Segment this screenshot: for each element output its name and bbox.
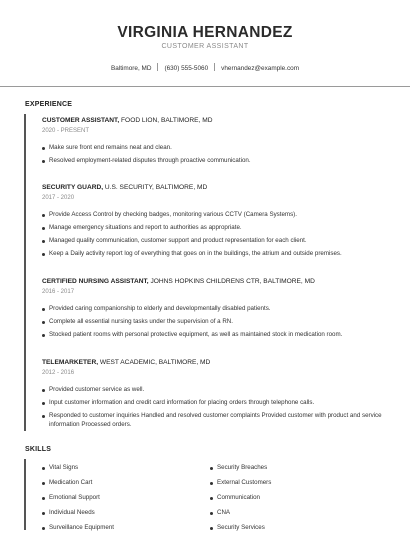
job-heading xyxy=(42,277,387,286)
skill-item: Security Breaches xyxy=(210,464,360,473)
list-item: Make sure front end remains neat and clean. xyxy=(42,144,387,153)
skills-bar xyxy=(24,459,26,530)
job-entry xyxy=(42,183,387,259)
list-item: Responded to customer inquiries Handled and resolved customer complaints Provided customer with product and service information Processed orders. xyxy=(42,412,387,429)
job-dates: 2017 - 2020 xyxy=(42,195,75,201)
skills-list xyxy=(210,464,360,533)
job-title-heading: CUSTOMER ASSISTANT xyxy=(161,43,249,50)
job-org: U.S. SECURITY, BALTIMORE, MD xyxy=(104,184,208,191)
list-item: Provide Access Control by checking badges, monitoring various CCTV (Camera Systems). xyxy=(42,211,387,220)
skill-item: Individual Needs xyxy=(42,509,192,518)
job-heading xyxy=(42,183,387,192)
contact-divider xyxy=(214,63,215,71)
skill-item: External Customers xyxy=(210,479,360,488)
skill-item: CNA xyxy=(210,509,360,518)
skill-item: Communication xyxy=(210,494,360,503)
list-item: Provided customer service as well. xyxy=(42,386,387,395)
experience-heading: EXPERIENCE xyxy=(25,101,73,108)
job-org: WEST ACADEMIC, BALTIMORE, MD xyxy=(99,359,211,366)
skills-column-right xyxy=(210,464,360,539)
list-item: Keep a Daily activity report log of everything that goes on in the buildings, the atrium and outside premises. xyxy=(42,250,387,259)
contact-divider xyxy=(157,63,158,71)
list-item: Managed quality communication, customer support and product representation for each client. xyxy=(42,237,387,246)
list-item: Input customer information and credit card information for placing orders through telephone calls. xyxy=(42,399,387,408)
job-dates: 2012 - 2016 xyxy=(42,370,75,376)
job-role: CERTIFIED NURSING ASSISTANT, xyxy=(42,278,149,285)
skill-item: Emotional Support xyxy=(42,494,192,503)
job-role: TELEMARKETER, xyxy=(42,359,99,366)
skill-item: Vital Signs xyxy=(42,464,192,473)
job-entry xyxy=(42,358,387,429)
contact-email[interactable]: vhernandez@example.com xyxy=(221,65,300,72)
job-bullets xyxy=(42,305,387,340)
job-dates: 2016 - 2017 xyxy=(42,289,75,295)
contact-location: Baltimore, MD xyxy=(110,65,152,72)
job-entry xyxy=(42,116,387,166)
job-org: FOOD LION, BALTIMORE, MD xyxy=(121,117,213,124)
list-item: Complete all essential nursing tasks under the supervision of a RN. xyxy=(42,318,387,327)
list-item: Manage emergency situations and report to authorities as appropriate. xyxy=(42,224,387,233)
job-entry xyxy=(42,277,387,340)
job-role: SECURITY GUARD, xyxy=(42,184,104,191)
experience-bar xyxy=(24,114,26,431)
list-item: Resolved employment-related disputes through proactive communication. xyxy=(42,157,387,166)
job-org: JOHNS HOPKINS CHILDRENS CTR, BALTIMORE, MD xyxy=(150,278,315,285)
job-bullets xyxy=(42,386,387,429)
candidate-name: VIRGINIA HERNANDEZ xyxy=(117,24,293,41)
list-item: Provided caring companionship to elderly and developmentally disabled patients. xyxy=(42,305,387,314)
skill-item: Surveillance Equipment xyxy=(42,524,192,533)
skills-list xyxy=(42,464,192,533)
skills-column-left xyxy=(42,464,192,539)
skill-item: Medication Cart xyxy=(42,479,192,488)
contact-phone: (630) 555-5060 xyxy=(164,65,209,72)
job-heading xyxy=(42,358,387,367)
job-bullets xyxy=(42,144,387,166)
job-dates: 2020 - PRESENT xyxy=(42,128,90,134)
skill-item: Security Services xyxy=(210,524,360,533)
job-heading xyxy=(42,116,387,125)
list-item: Stocked patient rooms with personal protective equipment, as well as maintained stock in medication room. xyxy=(42,331,387,340)
skills-heading: SKILLS xyxy=(25,446,52,453)
header-divider xyxy=(0,86,410,87)
job-bullets xyxy=(42,211,387,259)
contact-line xyxy=(0,63,410,72)
job-role: CUSTOMER ASSISTANT, xyxy=(42,117,120,124)
